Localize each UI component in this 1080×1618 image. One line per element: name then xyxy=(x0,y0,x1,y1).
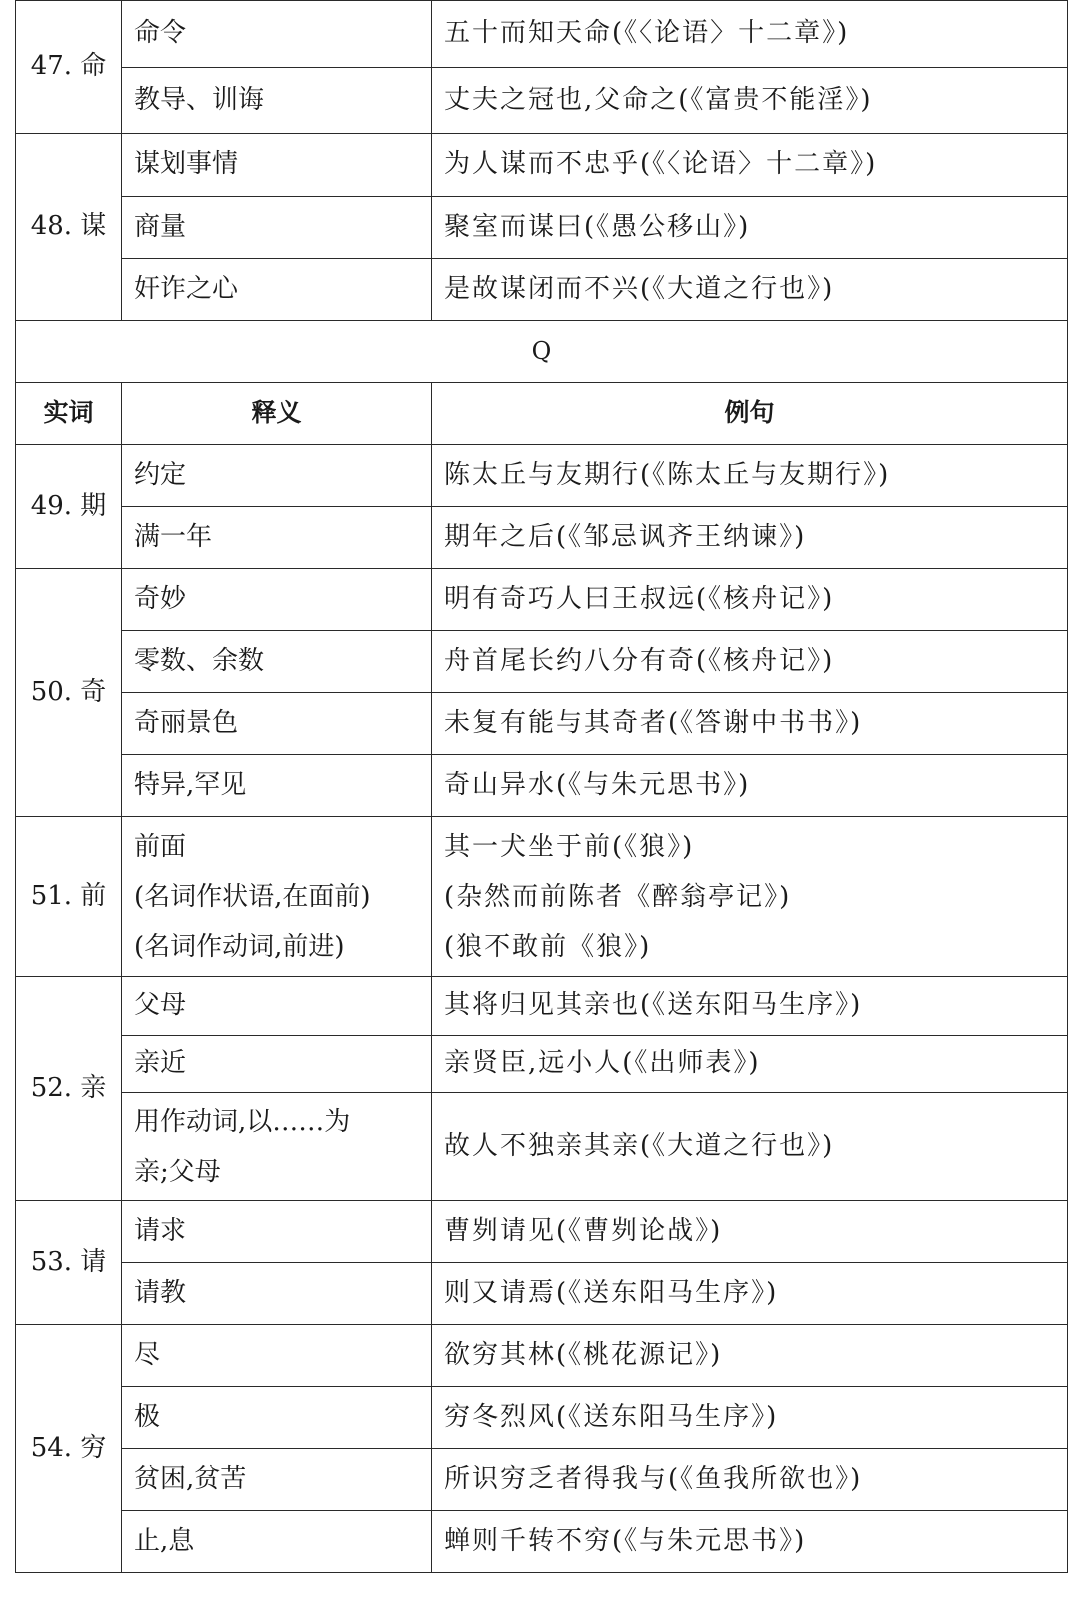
example-cell: 为人谋而不忠乎(《〈论语〉十二章》) xyxy=(432,134,1068,197)
table-row xyxy=(16,1449,1068,1511)
example-cell: 则又请焉(《送东阳马生序》) xyxy=(432,1263,1068,1325)
example-cell: 期年之后(《邹忌讽齐王纳谏》) xyxy=(432,507,1068,569)
table-row xyxy=(16,507,1068,569)
meaning-cell: 尽 xyxy=(122,1325,432,1387)
table-row xyxy=(16,631,1068,693)
meaning-line: 亲;父母 xyxy=(134,1156,221,1187)
example-cell: 蝉则千转不穷(《与朱元思书》) xyxy=(432,1511,1068,1573)
column-header-word: 实词 xyxy=(16,383,122,445)
table-row xyxy=(16,1036,1068,1093)
example-cell: 未复有能与其奇者(《答谢中书书》) xyxy=(432,693,1068,755)
table-row xyxy=(16,755,1068,817)
word-cell: 48. 谋 xyxy=(16,134,122,321)
example-cell: 奇山异水(《与朱元思书》) xyxy=(432,755,1068,817)
meaning-cell: 亲近 xyxy=(122,1036,432,1093)
example-cell: 曹刿请见(《曹刿论战》) xyxy=(432,1201,1068,1263)
meaning-line: (名词作动词,前进) xyxy=(134,931,345,962)
example-cell: 穷冬烈风(《送东阳马生序》) xyxy=(432,1387,1068,1449)
example-cell: 舟首尾长约八分有奇(《核舟记》) xyxy=(432,631,1068,693)
word-cell: 51. 前 xyxy=(16,817,122,977)
table-row xyxy=(16,569,1068,631)
vocabulary-table xyxy=(15,0,1068,1573)
example-cell: 其将归见其亲也(《送东阳马生序》) xyxy=(432,977,1068,1036)
table-row xyxy=(16,259,1068,321)
meaning-cell: 商量 xyxy=(122,197,432,259)
example-line: (狼不敢前《狼》) xyxy=(444,931,652,962)
meaning-cell: 教导、训诲 xyxy=(122,68,432,134)
word-cell: 52. 亲 xyxy=(16,977,122,1201)
table-row xyxy=(16,1201,1068,1263)
word-cell: 50. 奇 xyxy=(16,569,122,817)
meaning-cell: 满一年 xyxy=(122,507,432,569)
word-cell: 53. 请 xyxy=(16,1201,122,1325)
table-row xyxy=(16,1263,1068,1325)
example-line: (杂然而前陈者《醉翁亭记》) xyxy=(444,881,792,912)
meaning-cell: 约定 xyxy=(122,445,432,507)
example-cell: 故人不独亲其亲(《大道之行也》) xyxy=(432,1093,1068,1201)
section-row xyxy=(16,321,1068,383)
table-row xyxy=(16,1511,1068,1573)
meaning-line: 前面 xyxy=(134,831,187,862)
table-row xyxy=(16,977,1068,1036)
meaning-cell xyxy=(122,817,432,977)
table-row xyxy=(16,1325,1068,1387)
example-cell: 所识穷乏者得我与(《鱼我所欲也》) xyxy=(432,1449,1068,1511)
table-row xyxy=(16,693,1068,755)
meaning-cell: 奇妙 xyxy=(122,569,432,631)
meaning-line: (名词作状语,在面前) xyxy=(134,881,371,912)
meaning-cell: 贫困,贫苦 xyxy=(122,1449,432,1511)
meaning-cell xyxy=(122,1093,432,1201)
example-cell: 陈太丘与友期行(《陈太丘与友期行》) xyxy=(432,445,1068,507)
meaning-cell: 奸诈之心 xyxy=(122,259,432,321)
section-letter: Q xyxy=(16,321,1068,383)
meaning-cell: 极 xyxy=(122,1387,432,1449)
example-cell: 聚室而谋曰(《愚公移山》) xyxy=(432,197,1068,259)
example-cell: 丈夫之冠也,父命之(《富贵不能淫》) xyxy=(432,68,1068,134)
example-cell: 欲穷其林(《桃花源记》) xyxy=(432,1325,1068,1387)
table-row xyxy=(16,445,1068,507)
table-row xyxy=(16,1,1068,68)
table-row xyxy=(16,1093,1068,1201)
table-row xyxy=(16,1387,1068,1449)
meaning-cell: 命令 xyxy=(122,1,432,68)
header-row xyxy=(16,383,1068,445)
example-cell: 五十而知天命(《〈论语〉十二章》) xyxy=(432,1,1068,68)
example-line: 其一犬坐于前(《狼》) xyxy=(444,831,695,862)
word-cell: 47. 命 xyxy=(16,1,122,134)
meaning-cell: 请教 xyxy=(122,1263,432,1325)
word-cell: 49. 期 xyxy=(16,445,122,569)
table-row xyxy=(16,197,1068,259)
meaning-cell: 特异,罕见 xyxy=(122,755,432,817)
meaning-cell: 谋划事情 xyxy=(122,134,432,197)
table-row xyxy=(16,68,1068,134)
example-cell: 是故谋闭而不兴(《大道之行也》) xyxy=(432,259,1068,321)
example-cell: 亲贤臣,远小人(《出师表》) xyxy=(432,1036,1068,1093)
meaning-cell: 父母 xyxy=(122,977,432,1036)
meaning-cell: 止,息 xyxy=(122,1511,432,1573)
table-row xyxy=(16,134,1068,197)
meaning-cell: 请求 xyxy=(122,1201,432,1263)
meaning-line: 用作动词,以……为 xyxy=(134,1106,351,1137)
meaning-cell: 零数、余数 xyxy=(122,631,432,693)
table-row xyxy=(16,817,1068,977)
example-cell: 明有奇巧人曰王叔远(《核舟记》) xyxy=(432,569,1068,631)
column-header-example: 例句 xyxy=(432,383,1068,445)
column-header-meaning: 释义 xyxy=(122,383,432,445)
example-cell xyxy=(432,817,1068,977)
meaning-cell: 奇丽景色 xyxy=(122,693,432,755)
word-cell: 54. 穷 xyxy=(16,1325,122,1573)
